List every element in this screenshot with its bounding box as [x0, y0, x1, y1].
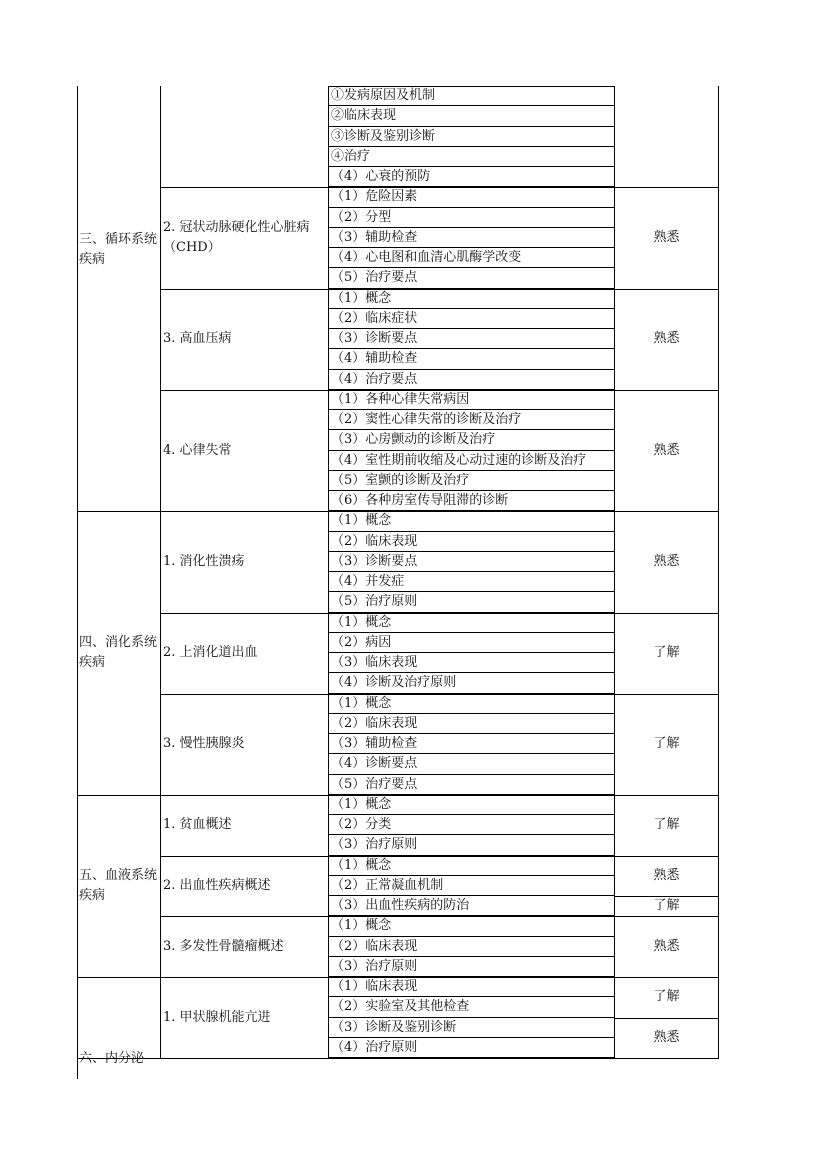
topic-item: （3）辅助检查 [329, 228, 615, 248]
topic-item: （3）治疗原则 [329, 835, 615, 855]
topic-item: ④治疗 [329, 147, 615, 167]
system-category: 五、血液系统疾病 [77, 795, 161, 977]
disease-name: 3. 多发性骨髓瘤概述 [161, 916, 329, 977]
disease-name: 1. 消化性溃疡 [161, 511, 329, 612]
disease-name: 1. 甲状腺机能亢进 [161, 977, 329, 1058]
topic-item: （4）心衰的预防 [329, 167, 615, 187]
topic-item: （3）辅助检查 [329, 734, 615, 754]
topic-item: （1）概念 [329, 694, 615, 714]
topic-item: ①发病原因及机制 [329, 86, 615, 106]
disease-name: 2. 冠状动脉硬化性心脏病（CHD） [161, 187, 329, 288]
topic-item: （1）概念 [329, 856, 615, 876]
topic-item: （3）诊断及鉴别诊断 [329, 1018, 615, 1038]
requirement-level [615, 86, 719, 187]
topic-item: （2）临床症状 [329, 309, 615, 329]
topic-item: （2）病因 [329, 633, 615, 653]
topic-item: （2）临床表现 [329, 714, 615, 734]
topic-item: （1）概念 [329, 795, 615, 815]
disease-name: 3. 慢性胰腺炎 [161, 694, 329, 795]
syllabus-table [77, 86, 719, 1079]
requirement-level: 熟悉 [615, 187, 719, 288]
topic-item: （5）室颤的诊断及治疗 [329, 471, 615, 491]
disease-name: 1. 贫血概述 [161, 795, 329, 856]
topic-item: （2）正常凝血机制 [329, 876, 615, 896]
topic-item: （1）概念 [329, 916, 615, 936]
topic-item: （1）概念 [329, 511, 615, 531]
topic-item: ②临床表现 [329, 106, 615, 126]
requirement-level: 了解 [615, 977, 719, 1018]
topic-item: （1）各种心律失常病因 [329, 390, 615, 410]
topic-item: （2）实验室及其他检查 [329, 997, 615, 1017]
topic-item: （2）分类 [329, 815, 615, 835]
topic-item: （6）各种房室传导阻滞的诊断 [329, 491, 615, 511]
topic-item: （4）诊断要点 [329, 754, 615, 774]
disease-name: 3. 高血压病 [161, 289, 329, 390]
topic-item: （2）临床表现 [329, 532, 615, 552]
requirement-level: 了解 [615, 694, 719, 795]
requirement-level: 熟悉 [615, 289, 719, 390]
topic-item: （4）并发症 [329, 572, 615, 592]
topic-item: （2）临床表现 [329, 937, 615, 957]
topic-item: （3）出血性疾病的防治 [329, 896, 615, 916]
requirement-level: 了解 [615, 795, 719, 856]
topic-item: （5）治疗要点 [329, 775, 615, 795]
topic-item: （4）治疗原则 [329, 1038, 615, 1058]
system-category: 六、内分泌 [77, 977, 161, 1058]
requirement-level: 熟悉 [615, 1018, 719, 1059]
requirement-level: 熟悉 [615, 916, 719, 977]
topic-item: （1）概念 [329, 613, 615, 633]
topic-item: （1）危险因素 [329, 187, 615, 207]
topic-item: （1）临床表现 [329, 977, 615, 997]
topic-item: （3）诊断要点 [329, 329, 615, 349]
topic-item: （4）治疗要点 [329, 370, 615, 390]
system-category: 三、循环系统疾病 [77, 86, 161, 511]
system-divider [77, 1058, 719, 1059]
requirement-level: 熟悉 [615, 390, 719, 512]
system-category: 四、消化系统疾病 [77, 511, 161, 795]
topic-item: （3）治疗原则 [329, 957, 615, 977]
topic-item: （5）治疗要点 [329, 268, 615, 288]
topic-item: （2）窦性心律失常的诊断及治疗 [329, 410, 615, 430]
topic-item: （1）概念 [329, 289, 615, 309]
topic-item: （4）辅助检查 [329, 349, 615, 369]
topic-item: （3）心房颤动的诊断及治疗 [329, 430, 615, 450]
requirement-level: 熟悉 [615, 511, 719, 612]
topic-item: ③诊断及鉴别诊断 [329, 127, 615, 147]
topic-item: （3）诊断要点 [329, 552, 615, 572]
topic-item: （2）分型 [329, 208, 615, 228]
topic-item: （5）治疗原则 [329, 592, 615, 612]
requirement-level: 了解 [615, 896, 719, 916]
topic-item: （3）临床表现 [329, 653, 615, 673]
requirement-level: 熟悉 [615, 856, 719, 897]
disease-name: 4. 心律失常 [161, 390, 329, 512]
topic-item: （4）室性期前收缩及心动过速的诊断及治疗 [329, 451, 615, 471]
disease-name: 2. 出血性疾病概述 [161, 856, 329, 917]
disease-name [161, 86, 329, 187]
requirement-level: 了解 [615, 613, 719, 694]
topic-item: （4）心电图和血清心肌酶学改变 [329, 248, 615, 268]
topic-item: （4）诊断及治疗原则 [329, 673, 615, 693]
disease-name: 2. 上消化道出血 [161, 613, 329, 694]
